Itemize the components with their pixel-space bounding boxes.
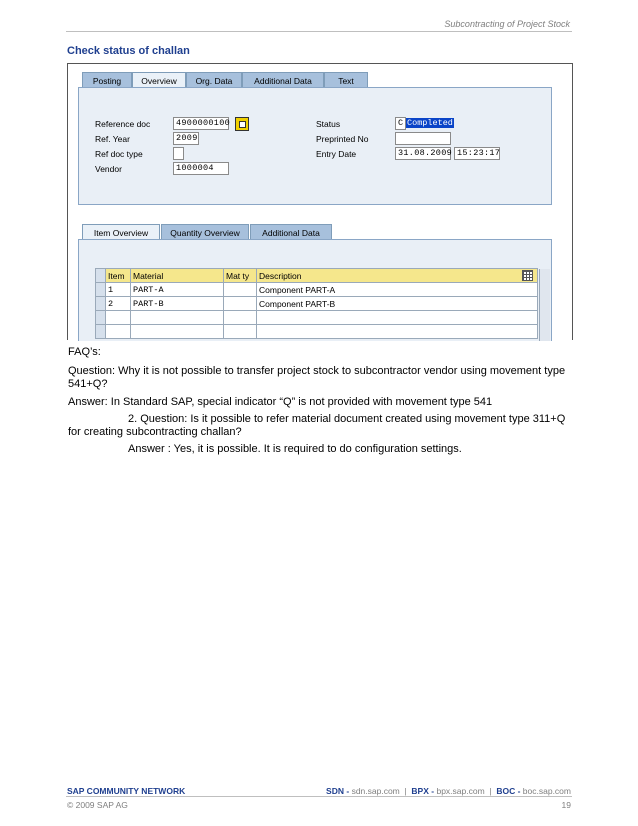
table-vertical-scrollbar[interactable] xyxy=(539,269,550,341)
reference-doc-label: Reference doc xyxy=(95,119,151,129)
footer-boc-label: BOC - xyxy=(496,786,521,796)
page-number: 19 xyxy=(561,800,571,810)
row-selector[interactable] xyxy=(96,297,106,311)
cell-description[interactable] xyxy=(257,311,538,325)
preprinted-no-label: Preprinted No xyxy=(316,134,369,144)
faq-title: FAQ’s: xyxy=(68,346,101,358)
row-selector[interactable] xyxy=(96,283,106,297)
cell-mat-ty[interactable] xyxy=(224,297,257,311)
cell-description[interactable] xyxy=(257,325,538,339)
tab-quantity-overview[interactable]: Quantity Overview xyxy=(161,224,249,241)
tab-item-additional-data[interactable]: Additional Data xyxy=(250,224,332,241)
footer-bpx-link[interactable]: bpx.sap.com xyxy=(436,786,485,796)
status-code-field[interactable]: C xyxy=(395,117,406,130)
tab-overview[interactable]: Overview xyxy=(132,72,186,89)
ref-year-field[interactable]: 2009 xyxy=(173,132,199,145)
row-selector[interactable] xyxy=(96,325,106,339)
entry-date-field[interactable]: 31.08.2009 xyxy=(395,147,451,160)
vendor-label: Vendor xyxy=(95,164,122,174)
cell-description[interactable]: Component PART-B xyxy=(257,297,538,311)
faq-question-2: 2. Question: Is it possible to refer material document created using movement type 311+Q for creating subcontracting challan? xyxy=(68,413,566,438)
ref-doc-type-field[interactable] xyxy=(173,147,184,160)
item-table xyxy=(95,268,538,339)
sap-screenshot xyxy=(67,63,573,340)
header-panel xyxy=(78,87,552,205)
column-header-description[interactable] xyxy=(257,269,538,283)
preprinted-no-field[interactable] xyxy=(395,132,451,145)
ref-year-label: Ref. Year xyxy=(95,134,130,144)
section-title: Check status of challan xyxy=(67,45,190,57)
cell-material[interactable] xyxy=(131,311,224,325)
faq-answer-1: Answer: In Standard SAP, special indicator “Q” is not provided with movement type 541 xyxy=(68,396,493,408)
tab-additional-data[interactable]: Additional Data xyxy=(242,72,324,89)
table-row[interactable] xyxy=(96,283,538,297)
cell-item[interactable] xyxy=(106,311,131,325)
column-header-mat-ty[interactable]: Mat ty xyxy=(224,269,257,283)
column-header-material[interactable]: Material xyxy=(131,269,224,283)
running-header-title: Subcontracting of Project Stock xyxy=(444,19,570,29)
ref-doc-type-label: Ref doc type xyxy=(95,149,143,159)
cell-mat-ty[interactable] xyxy=(224,283,257,297)
row-selector[interactable] xyxy=(96,311,106,325)
cell-mat-ty[interactable] xyxy=(224,325,257,339)
footer-sdn-label: SDN - xyxy=(326,786,350,796)
cell-material[interactable]: PART-B xyxy=(131,297,224,311)
vendor-field[interactable]: 1000004 xyxy=(173,162,229,175)
column-header-item[interactable]: Item xyxy=(106,269,131,283)
tab-org-data[interactable]: Org. Data xyxy=(186,72,242,89)
display-document-icon[interactable] xyxy=(235,117,249,131)
footer-sdn-link[interactable]: sdn.sap.com xyxy=(351,786,400,796)
entry-time-field[interactable]: 15:23:17 xyxy=(454,147,500,160)
status-text xyxy=(406,117,454,130)
entry-date-label: Entry Date xyxy=(316,149,357,159)
cell-material[interactable]: PART-A xyxy=(131,283,224,297)
cell-mat-ty[interactable] xyxy=(224,311,257,325)
tab-text[interactable]: Text xyxy=(324,72,368,89)
reference-doc-field[interactable]: 4900000100 xyxy=(173,117,229,130)
status-text-value: Completed xyxy=(407,118,453,128)
footer-links: SDN - sdn.sap.com | BPX - bpx.sap.com | BOC - boc.sap.com xyxy=(326,786,571,796)
table-row[interactable] xyxy=(96,311,538,325)
cell-material[interactable] xyxy=(131,325,224,339)
footer-copyright: © 2009 SAP AG xyxy=(67,800,128,810)
table-header-row xyxy=(96,269,538,283)
footer-bpx-label: BPX - xyxy=(411,786,435,796)
row-selector-header[interactable] xyxy=(96,269,106,283)
cell-item[interactable]: 1 xyxy=(106,283,131,297)
footer-network: SAP COMMUNITY NETWORK xyxy=(67,786,186,796)
table-settings-icon[interactable] xyxy=(522,270,533,281)
tab-item-overview[interactable]: Item Overview xyxy=(82,224,160,241)
footer-boc-link[interactable]: boc.sap.com xyxy=(522,786,571,796)
item-panel xyxy=(78,239,552,341)
status-label: Status xyxy=(316,119,341,129)
cell-description[interactable]: Component PART-A xyxy=(257,283,538,297)
cell-item[interactable]: 2 xyxy=(106,297,131,311)
column-header-description-label: Description xyxy=(259,270,302,281)
table-row[interactable] xyxy=(96,297,538,311)
faq-question-1: Question: Why it is not possible to transfer project stock to subcontractor vendor using movement type 541+Q? xyxy=(68,365,566,390)
faq-answer-2: Answer : Yes, it is possible. It is required to do configuration settings. xyxy=(128,443,462,455)
cell-item[interactable] xyxy=(106,325,131,339)
header-divider xyxy=(66,31,572,32)
tab-posting[interactable]: Posting xyxy=(82,72,132,89)
footer-divider xyxy=(66,796,572,797)
table-row[interactable] xyxy=(96,325,538,339)
